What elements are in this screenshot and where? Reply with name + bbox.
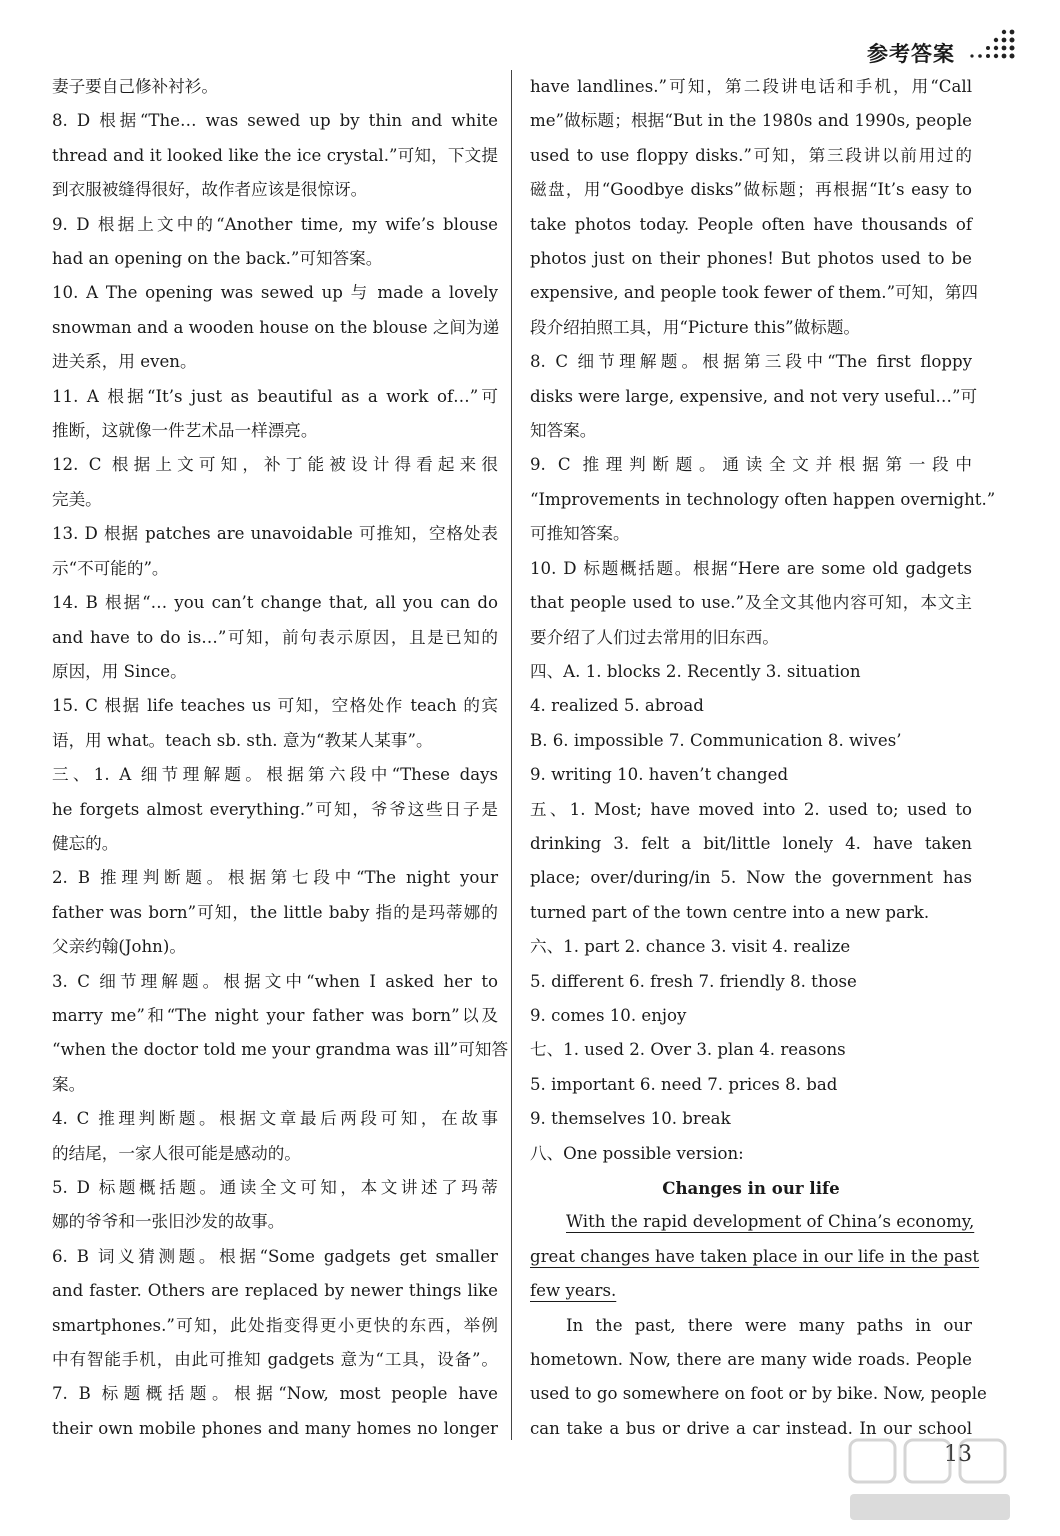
dot-grid-decoration [968,26,1016,60]
text-line: 段介绍拍照工具，用“Picture this”做标题。 [530,317,861,337]
underlined-text: few years. [530,1281,617,1301]
text-line: In the past, there were many paths in our [566,1315,972,1335]
text-line: 语，用 what。teach sb. sth. 意为“教某人某事”。 [52,730,433,750]
text-line: 9. comes 10. enjoy [530,1005,687,1025]
header-title: 参考答案 [867,42,955,66]
text-line: 14. B 根据“… you can’t change that, all you can do [52,593,498,613]
text-line: 中有智能手机，由此可推知 gadgets 意为“工具，设备”。 [52,1350,498,1370]
text-line: 10. D 标题概括题。根据“Here are some old gadgets [530,558,972,578]
text-line: their own mobile phones and many homes no longer [52,1418,498,1438]
text-line [530,1274,972,1308]
text-line: hometown. Now, there are many wide roads. People [530,1350,972,1370]
text-line: snowman and a wooden house on the blouse 之间为递 [52,317,500,337]
text-line: 娜的爷爷和一张旧沙发的故事。 [52,1212,285,1232]
text-line: have landlines.”可知，第二段讲电话和手机，用“Call [530,77,972,96]
text-line: that people used to use.”及全文其他内容可知，本文主 [530,593,972,613]
text-line: had an opening on the back.”可知答案。 [52,249,383,269]
text-line: 的结尾，一家人很可能是感动的。 [52,1143,301,1163]
text-line: expensive, and people took fewer of them.”可知，第四 [530,283,979,303]
underlined-text: great changes have taken place in our life in the past [530,1246,980,1266]
text-line: disks were large, expensive, and not very useful…”可 [530,386,978,406]
text-line: and have to do is…”可知，前句表示原因，且是已知的 [52,627,498,647]
text-line: 健忘的。 [52,833,119,853]
text-line: 3. C 细节理解题。根据文中“when I asked her to [52,971,498,991]
text-line: father was born”可知，the little baby 指的是玛蒂娜的 [52,902,498,922]
text-line: 7. B 标题概括题。根据“Now, most people have [52,1384,498,1404]
text-line: 9. writing 10. haven’t changed [530,765,789,785]
text-line: 5. important 6. need 7. prices 8. bad [530,1074,838,1094]
text-line: me”做标题；根据“But in the 1980s and 1990s, people [530,111,972,131]
text-line: smartphones.”可知，此处指变得更小更快的东西，举例 [52,1315,498,1335]
text-line: 原因，用 Since。 [52,661,187,681]
text-line: 磁盘，用“Goodbye disks”做标题；再根据“It’s easy to [530,180,972,200]
text-line: 五、1. Most; have moved into 2. used to; used to [530,799,972,819]
text-line: 5. different 6. fresh 7. friendly 8. those [530,971,857,991]
text-line: 妻子要自己修补衬衫。 [52,77,218,96]
page-number: 13 [944,1442,972,1467]
text-line: can take a bus or drive a car instead. In our school [530,1418,972,1438]
text-line: he forgets almost everything.”可知，爷爷这些日子是 [52,799,498,819]
text-line: drinking 3. felt a bit/little lonely 4. have taken [530,833,972,853]
text-line: used to use floppy disks.”可知，第三段讲以前用过的 [530,145,972,165]
left-column [52,70,509,1446]
text-line: photos just on their phones! But photos used to be [530,249,972,269]
text-line: 六、1. part 2. chance 3. visit 4. realize [530,937,851,957]
text-line: “Improvements in technology often happen overnight.” [530,489,996,509]
text-line: 2. B 推理判断题。根据第七段中“The night your [52,868,498,888]
text-line: place; over/during/in 5. Now the government has [530,868,972,888]
text-line: 可推知答案。 [530,524,630,544]
text-line: B. 6. impossible 7. Communication 8. wives’ [530,730,902,750]
text-line: 8. C 细节理解题。根据第三段中“The first floppy [530,352,972,372]
text-line: turned part of the town centre into a new park. [530,902,930,922]
text-line: 知答案。 [530,421,597,441]
text-line: 到衣服被缝得很好，故作者应该是很惊讶。 [52,180,368,200]
text-line: 4. realized 5. abroad [530,696,704,716]
text-line [530,1205,975,1239]
text-line: “when the doctor told me your grandma was ill”可知答 [52,1040,509,1060]
text-line: 三、1. A 细节理解题。根据第六段中“These days [52,765,498,785]
text-line: 进关系，用 even。 [52,352,197,372]
text-line: 示“不可能的”。 [52,558,169,578]
column-divider [511,70,512,1440]
underlined-text: With the rapid development of China’s economy, [566,1212,975,1232]
text-line: 9. themselves 10. break [530,1109,731,1129]
text-line: 9. C 推理判断题。通读全文并根据第一段中 [530,455,972,475]
text-line: 6. B 词义猜测题。根据“Some gadgets get smaller [52,1246,498,1266]
text-line: 4. C 推理判断题。根据文章最后两段可知，在故事 [52,1109,498,1129]
text-line: 12. C 根据上文可知，补丁能被设计得看起来很 [52,455,498,475]
text-line: 案。 [52,1074,86,1094]
text-line: 13. D 根据 patches are unavoidable 可推知，空格处表 [52,524,498,544]
watermark-logo [840,1430,1020,1530]
text-line: 9. D 根据上文中的“Another time, my wife’s blouse [52,214,498,234]
text-line: 要介绍了人们过去常用的旧东西。 [530,627,779,647]
text-line: used to go somewhere on foot or by bike. Now, people [530,1384,987,1404]
text-line: 八、One possible version: [530,1143,744,1163]
text-line [530,1240,980,1274]
essay-title: Changes in our life [662,1178,840,1198]
text-line: 10. A The opening was sewed up 与 made a lovely [52,283,498,303]
text-line: marry me”和“The night your father was born”以及 [52,1005,498,1025]
text-line: 父亲约翰(John)。 [52,937,186,957]
text-line: thread and it looked like the ice crystal.”可知，下文提 [52,145,498,165]
right-column [530,70,996,1446]
text-line: 5. D 标题概括题。通读全文可知，本文讲述了玛蒂 [52,1178,498,1197]
text-line: 四、A. 1. blocks 2. Recently 3. situation [530,661,861,681]
text-line: take photos today. People often have thousands of [530,214,972,234]
text-line: 推断，这就像一件艺术品一样漂亮。 [52,421,318,441]
text-line: 8. D 根据“The… was sewed up by thin and white [52,111,498,131]
text-line: 11. A 根据“It’s just as beautiful as a work of…”可 [52,386,498,406]
text-line: 完美。 [52,489,102,509]
text-line: 七、1. used 2. Over 3. plan 4. reasons [530,1040,846,1060]
text-line: and faster. Others are replaced by newer things like [52,1281,498,1301]
text-line: 15. C 根据 life teaches us 可知，空格处作 teach 的宾 [52,696,498,716]
